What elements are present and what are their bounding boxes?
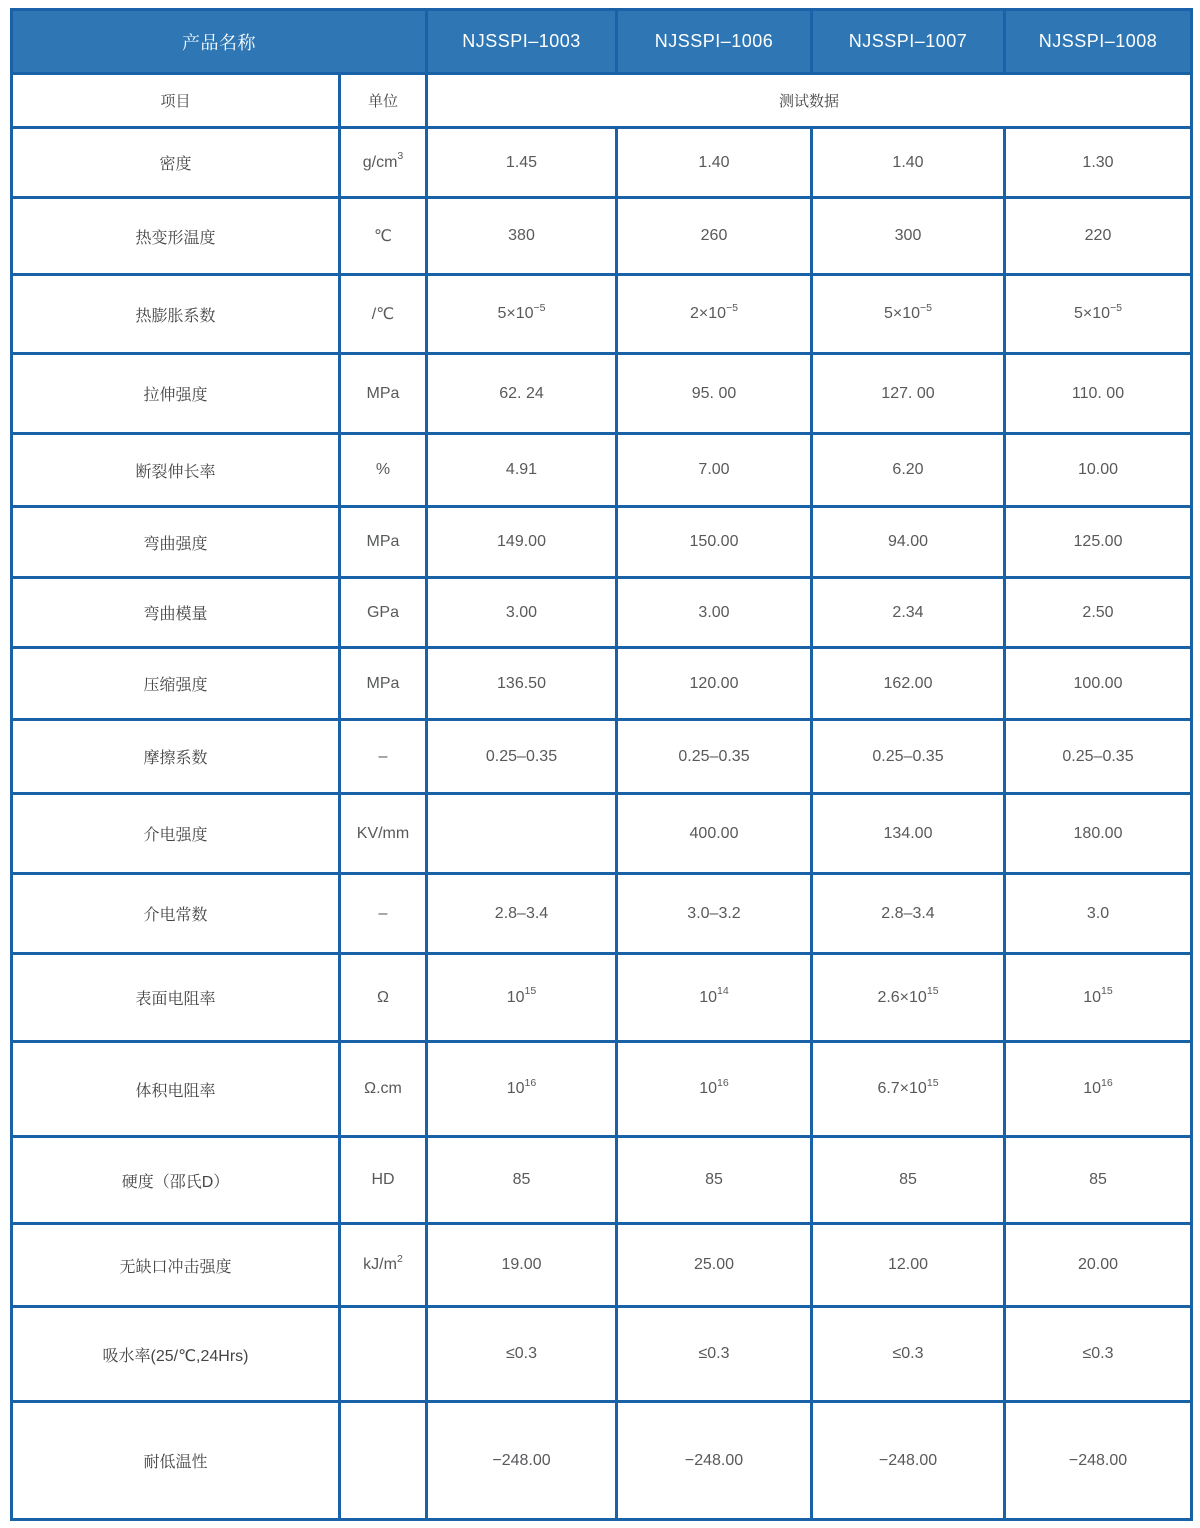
property-label: 弯曲强度 (12, 507, 340, 578)
value-cell (427, 794, 617, 874)
table-row (12, 198, 1192, 275)
value-cell: 62. 24 (427, 354, 617, 434)
value-cell: 1.45 (427, 128, 617, 198)
value-cell: 6.20 (812, 434, 1005, 507)
value-cell: $10^{16}$ (427, 1042, 617, 1137)
value-cell: 1.30 (1005, 128, 1192, 198)
value-cell: 0.25–0.35 (617, 720, 812, 794)
table-row (12, 648, 1192, 720)
value-cell: $5\times 10^{-5}$ (812, 275, 1005, 354)
value-cell: $10^{14}$ (617, 954, 812, 1042)
property-label: 热膨胀系数 (12, 275, 340, 354)
value-cell: 85 (1005, 1137, 1192, 1224)
unit-cell: % (340, 434, 427, 507)
item-column-header: 项目 (12, 74, 340, 128)
value-cell: 7.00 (617, 434, 812, 507)
product-column-header-1007: NJSSPI–1007 (812, 10, 1005, 74)
value-cell: 400.00 (617, 794, 812, 874)
product-name-header: 产品名称 (12, 10, 427, 74)
value-cell: 300 (812, 198, 1005, 275)
unit-cell: ℃ (340, 198, 427, 275)
product-column-header-1003: NJSSPI–1003 (427, 10, 617, 74)
property-label: 介电强度 (12, 794, 340, 874)
unit-cell: Ω (340, 954, 427, 1042)
value-cell: 19.00 (427, 1224, 617, 1307)
value-cell: 0.25–0.35 (427, 720, 617, 794)
property-label: 弯曲模量 (12, 578, 340, 648)
table-row (12, 275, 1192, 354)
value-cell: −248.00 (1005, 1402, 1192, 1520)
value-cell: 2.50 (1005, 578, 1192, 648)
table-body (12, 128, 1192, 1520)
property-label: 密度 (12, 128, 340, 198)
value-cell: ≤0.3 (617, 1307, 812, 1402)
property-label: 表面电阻率 (12, 954, 340, 1042)
table-row (12, 720, 1192, 794)
property-label: 耐低温性 (12, 1402, 340, 1520)
value-cell: 3.0–3.2 (617, 874, 812, 954)
table-row (12, 954, 1192, 1042)
value-cell: 1.40 (617, 128, 812, 198)
value-cell: 3.0 (1005, 874, 1192, 954)
table-row (12, 128, 1192, 198)
unit-cell: Ω.cm (340, 1042, 427, 1137)
property-label: 摩擦系数 (12, 720, 340, 794)
subheader-row (12, 74, 1192, 128)
unit-cell: /℃ (340, 275, 427, 354)
unit-cell (340, 1307, 427, 1402)
value-cell: 4.91 (427, 434, 617, 507)
table-row (12, 1402, 1192, 1520)
table-row (12, 794, 1192, 874)
value-cell: 380 (427, 198, 617, 275)
property-label: 压缩强度 (12, 648, 340, 720)
value-cell: 2.8–3.4 (427, 874, 617, 954)
value-cell: ≤0.3 (1005, 1307, 1192, 1402)
value-cell: 20.00 (1005, 1224, 1192, 1307)
value-cell: 134.00 (812, 794, 1005, 874)
property-label: 硬度（邵氏D） (12, 1137, 340, 1224)
product-column-header-1008: NJSSPI–1008 (1005, 10, 1192, 74)
table-row (12, 354, 1192, 434)
value-cell: 125.00 (1005, 507, 1192, 578)
value-cell: 2.34 (812, 578, 1005, 648)
value-cell: 127. 00 (812, 354, 1005, 434)
value-cell: 220 (1005, 198, 1192, 275)
table-row (12, 1224, 1192, 1307)
value-cell: 2.8–3.4 (812, 874, 1005, 954)
value-cell: 85 (427, 1137, 617, 1224)
value-cell: 85 (617, 1137, 812, 1224)
value-cell: 260 (617, 198, 812, 275)
table-row (12, 1307, 1192, 1402)
value-cell: 94.00 (812, 507, 1005, 578)
product-column-header-1006: NJSSPI–1006 (617, 10, 812, 74)
value-cell: 0.25–0.35 (812, 720, 1005, 794)
unit-cell: MPa (340, 648, 427, 720)
value-cell: 95. 00 (617, 354, 812, 434)
unit-cell: MPa (340, 354, 427, 434)
property-label: 无缺口冲击强度 (12, 1224, 340, 1307)
value-cell: 10.00 (1005, 434, 1192, 507)
value-cell: $10^{15}$ (427, 954, 617, 1042)
value-cell: 136.50 (427, 648, 617, 720)
value-cell: 110. 00 (1005, 354, 1192, 434)
unit-cell: MPa (340, 507, 427, 578)
value-cell: $10^{15}$ (1005, 954, 1192, 1042)
value-cell: 150.00 (617, 507, 812, 578)
table-row (12, 874, 1192, 954)
unit-cell: $kJ/m^2$ (340, 1224, 427, 1307)
table-row (12, 434, 1192, 507)
value-cell: 12.00 (812, 1224, 1005, 1307)
value-cell: $10^{16}$ (617, 1042, 812, 1137)
value-cell: $6.7\times 10^{15}$ (812, 1042, 1005, 1137)
value-cell: 100.00 (1005, 648, 1192, 720)
property-label: 热变形温度 (12, 198, 340, 275)
property-label: 体积电阻率 (12, 1042, 340, 1137)
unit-column-header: 单位 (340, 74, 427, 128)
unit-cell: – (340, 874, 427, 954)
value-cell: 3.00 (617, 578, 812, 648)
value-cell: −248.00 (427, 1402, 617, 1520)
test-data-header: 测试数据 (427, 74, 1192, 128)
value-cell: 120.00 (617, 648, 812, 720)
table-row (12, 507, 1192, 578)
value-cell: $2\times 10^{-5}$ (617, 275, 812, 354)
product-header-row (12, 10, 1192, 74)
value-cell: $5\times 10^{-5}$ (1005, 275, 1192, 354)
property-label: 拉伸强度 (12, 354, 340, 434)
value-cell: $5\times 10^{-5}$ (427, 275, 617, 354)
value-cell: 85 (812, 1137, 1005, 1224)
unit-cell: HD (340, 1137, 427, 1224)
value-cell: 25.00 (617, 1224, 812, 1307)
value-cell: $10^{16}$ (1005, 1042, 1192, 1137)
value-cell: −248.00 (617, 1402, 812, 1520)
value-cell: ≤0.3 (427, 1307, 617, 1402)
value-cell: 162.00 (812, 648, 1005, 720)
unit-cell: GPa (340, 578, 427, 648)
property-label: 吸水率(25/℃,24Hrs) (12, 1307, 340, 1402)
value-cell: 3.00 (427, 578, 617, 648)
value-cell: ≤0.3 (812, 1307, 1005, 1402)
table-row (12, 1137, 1192, 1224)
value-cell: 1.40 (812, 128, 1005, 198)
property-label: 断裂伸长率 (12, 434, 340, 507)
value-cell: 149.00 (427, 507, 617, 578)
table-row (12, 578, 1192, 648)
unit-cell: – (340, 720, 427, 794)
product-spec-table (10, 8, 1193, 1521)
value-cell: 0.25–0.35 (1005, 720, 1192, 794)
property-label: 介电常数 (12, 874, 340, 954)
value-cell: $2.6\times 10^{15}$ (812, 954, 1005, 1042)
unit-cell (340, 1402, 427, 1520)
unit-cell: KV/mm (340, 794, 427, 874)
value-cell: −248.00 (812, 1402, 1005, 1520)
unit-cell: $g/cm^3$ (340, 128, 427, 198)
table-row (12, 1042, 1192, 1137)
value-cell: 180.00 (1005, 794, 1192, 874)
